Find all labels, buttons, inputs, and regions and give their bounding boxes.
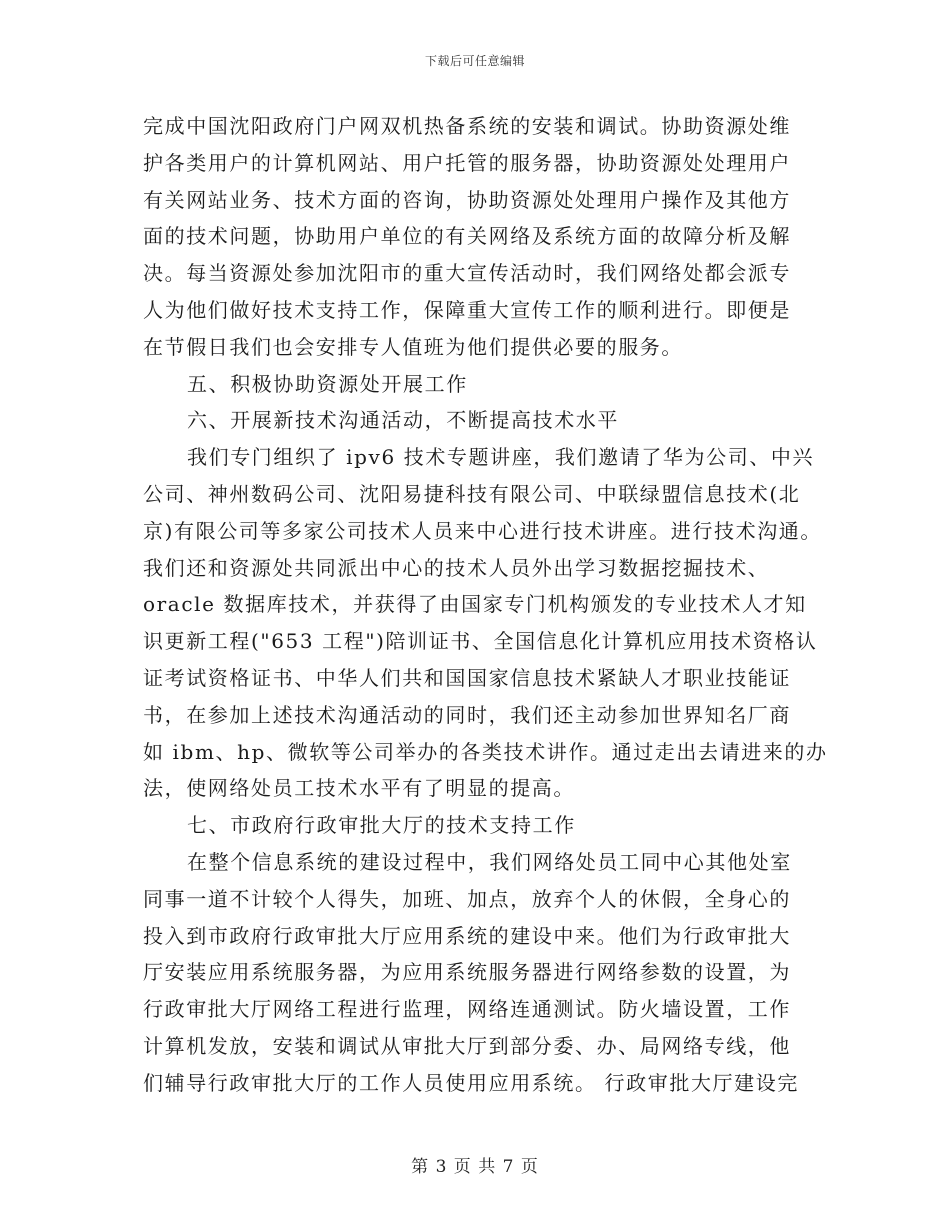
body-text-line: 决。每当资源处参加沈阳市的重大宣传活动时，我们网络处都会派专 [143, 261, 791, 286]
body-text-line: oracle 数据库技术，并获得了由国家专门机构颁发的专业技术人才知 [143, 592, 807, 617]
body-text-line: 人为他们做好技术支持工作，保障重大宣传工作的顺利进行。即便是 [143, 297, 791, 322]
body-text-line: 五、积极协助资源处开展工作 [187, 371, 468, 396]
body-text-line: 厅安装应用系统服务器，为应用系统服务器进行网络参数的设置，为 [143, 960, 791, 985]
body-text-line: 面的技术问题，协助用户单位的有关网络及系统方面的故障分析及解 [143, 224, 791, 249]
body-text-line: 同事一道不计较个人得失，加班、加点，放弃个人的休假，全身心的 [143, 886, 791, 911]
body-text-line: 京)有限公司等多家公司技术人员来中心进行技术讲座。进行技术沟通。 [143, 518, 823, 543]
body-text-line: 证考试资格证书、中华人们共和国国家信息技术紧缺人才职业技能证 [143, 665, 791, 690]
page-footer: 第 3 页 共 7 页 [411, 1157, 539, 1177]
body-text-line: 计算机发放，安装和调试从审批大厅到部分委、办、局网络专线，他 [143, 1033, 791, 1058]
body-text-line: 公司、神州数码公司、沈阳易捷科技有限公司、中联绿盟信息技术(北 [143, 481, 801, 506]
body-text-line: 六、开展新技术沟通活动，不断提高技术水平 [187, 408, 619, 433]
body-text-line: 行政审批大厅网络工程进行监理，网络连通测试。防火墙设置，工作 [143, 997, 791, 1022]
body-text-line: 完成中国沈阳政府门户网双机热备系统的安装和调试。协助资源处维 [143, 114, 791, 138]
body-text-line: 有关网站业务、技术方面的咨询，协助资源处处理用户操作及其他方 [143, 187, 791, 212]
page-header: 下载后可任意编辑 [424, 54, 525, 68]
body-text-line: 七、市政府行政审批大厅的技术支持工作 [187, 813, 576, 838]
document-body [143, 108, 828, 1102]
body-text-line: 书，在参加上述技术沟通活动的同时，我们还主动参加世界知名厂商 [143, 702, 791, 727]
body-text-line: 识更新工程("653 工程")陪训证书、全国信息化计算机应用技术资格认 [143, 629, 818, 654]
body-text-line: 我们专门组织了 ipv6 技术专题讲座，我们邀请了华为公司、中兴 [187, 445, 815, 470]
body-text-line: 我们还和资源处共同派出中心的技术人员外出学习数据挖掘技术、 [143, 555, 770, 580]
body-text-line: 在节假日我们也会安排专人值班为他们提供必要的服务。 [143, 334, 683, 359]
body-text-line: 如 ibm、hp、微软等公司举办的各类技术讲作。通过走出去请进来的办 [143, 739, 828, 764]
body-text-line: 护各类用户的计算机网站、用户托管的服务器，协助资源处处理用户 [143, 150, 791, 175]
body-text-line: 在整个信息系统的建设过程中，我们网络处员工同中心其他处室 [187, 849, 792, 874]
body-text-line: 们辅导行政审批大厅的工作人员使用应用系统。 行政审批大厅建设完 [143, 1070, 799, 1095]
body-text-line: 投入到市政府行政审批大厅应用系统的建设中来。他们为行政审批大 [143, 923, 791, 948]
body-text-line: 法，使网络处员工技术水平有了明显的提高。 [143, 776, 575, 801]
